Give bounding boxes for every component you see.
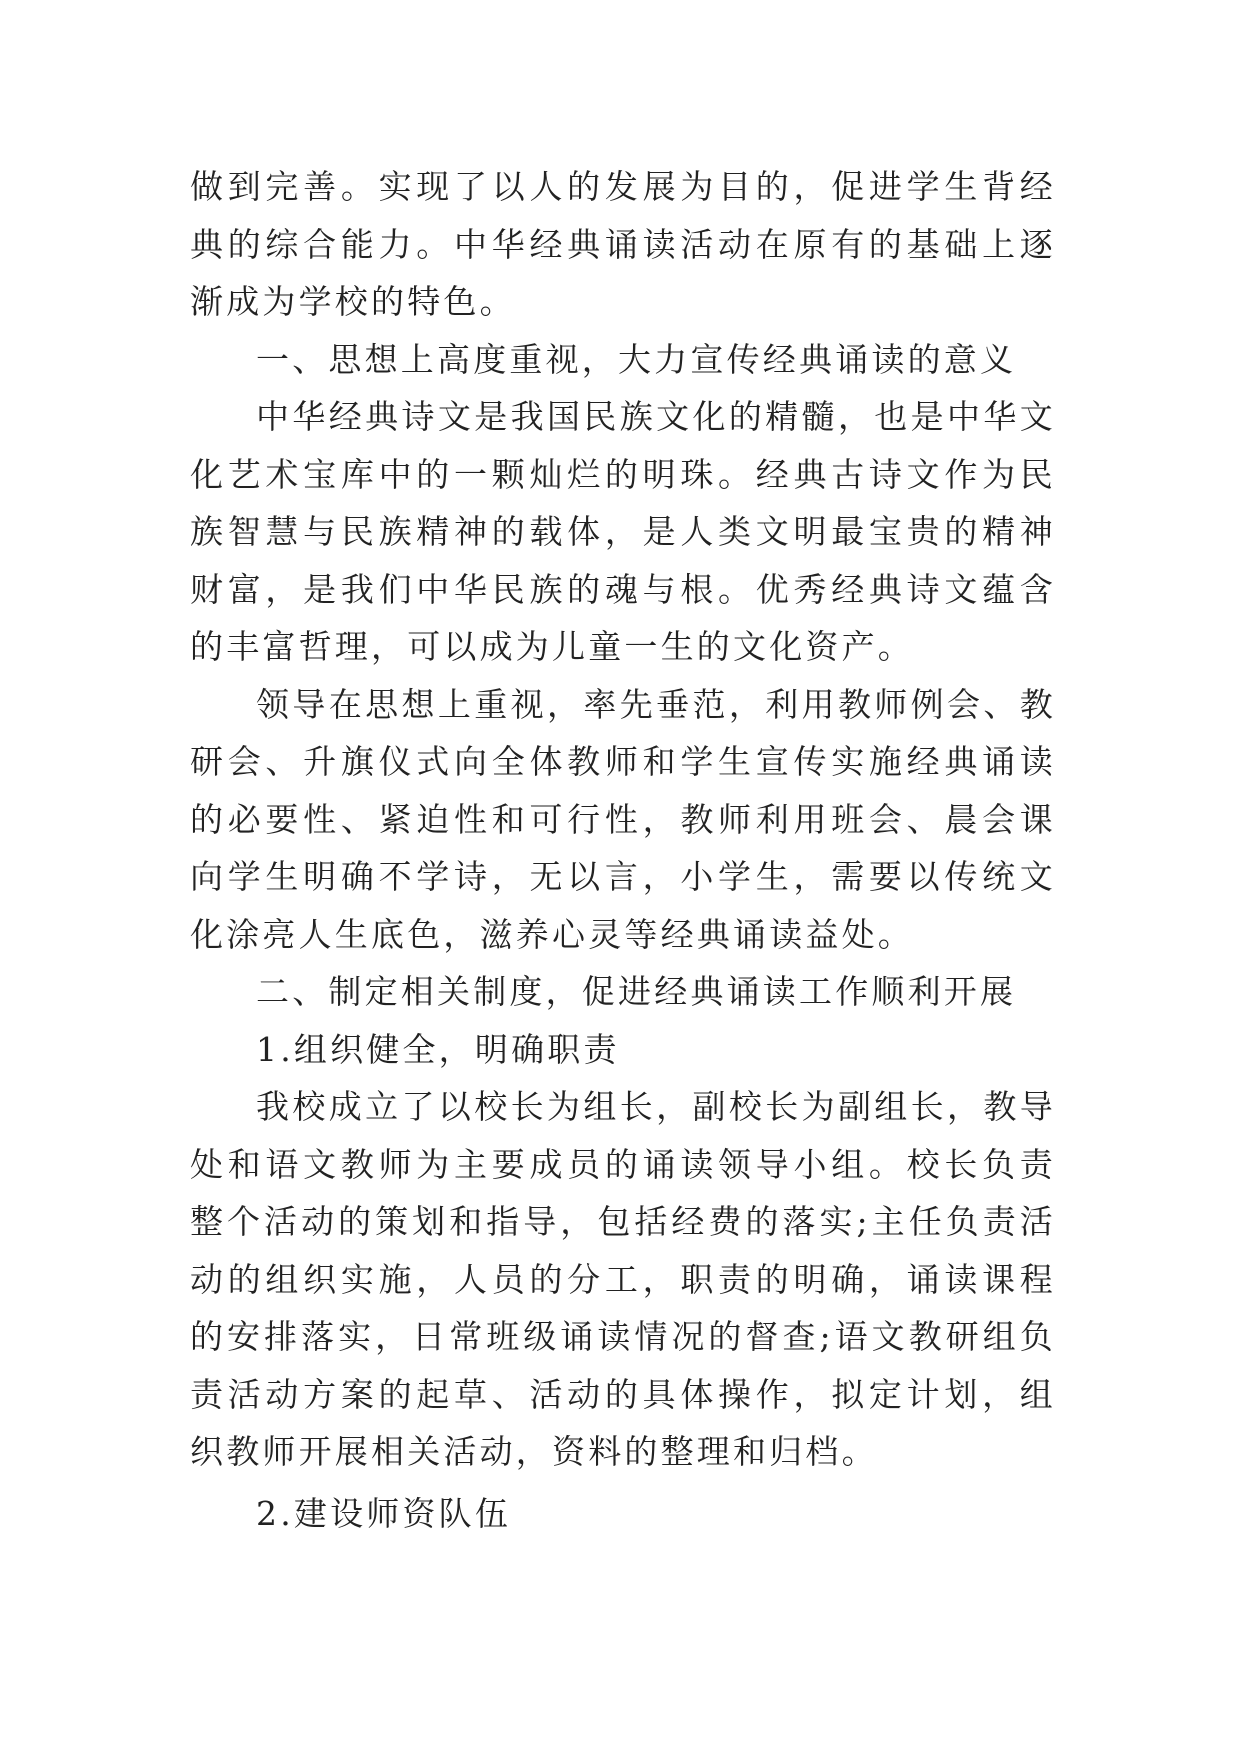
subsection-heading-1: 1.组织健全，明确职责 — [256, 1029, 620, 1069]
subsection-heading-2: 2.建设师资队伍 — [256, 1493, 512, 1533]
paragraph-classics-meaning: 中华经典诗文是我国民族文化的精髓，也是中华文化艺术宝库中的一颗灿烂的明珠。经典古诗文作为民族智慧与民族精神的载体，是人类文明最宝贵的精神财富，是我们中华民族的魂与根。优秀经典诗文蕴含的丰富哲理，可以成为儿童一生的文化资产。 — [190, 397, 1056, 666]
paragraph-intro: 做到完善。实现了以人的发展为目的，促进学生背经典的综合能力。中华经典诵读活动在原有的基础上逐渐成为学校的特色。 — [190, 167, 1056, 321]
paragraph-leadership: 领导在思想上重视，率先垂范，利用教师例会、教研会、升旗仪式向全体教师和学生宣传实施经典诵读的必要性、紧迫性和可行性，教师利用班会、晨会课向学生明确不学诗，无以言，小学生，需要以传统文化涂亮人生底色，滋养心灵等经典诵读益处。 — [190, 684, 1056, 954]
paragraph-organization: 我校成立了以校长为组长，副校长为副组长，教导处和语文教师为主要成员的诵读领导小组。校长负责整个活动的策划和指导，包括经费的落实;主任负责活动的组织实施，人员的分工，职责的明确，诵读课程的安排落实，日常班级诵读情况的督查;语文教研组负责活动方案的起草、活动的具体操作，拟定计划，组织教师开展相关活动，资料的整理和归档。 — [190, 1087, 1056, 1471]
document-body — [190, 158, 1056, 1542]
section-heading-2: 二、制定相关制度，促进经典诵读工作顺利开展 — [256, 972, 1017, 1011]
section-heading-1: 一、思想上高度重视，大力宣传经典诵读的意义 — [256, 339, 1017, 379]
